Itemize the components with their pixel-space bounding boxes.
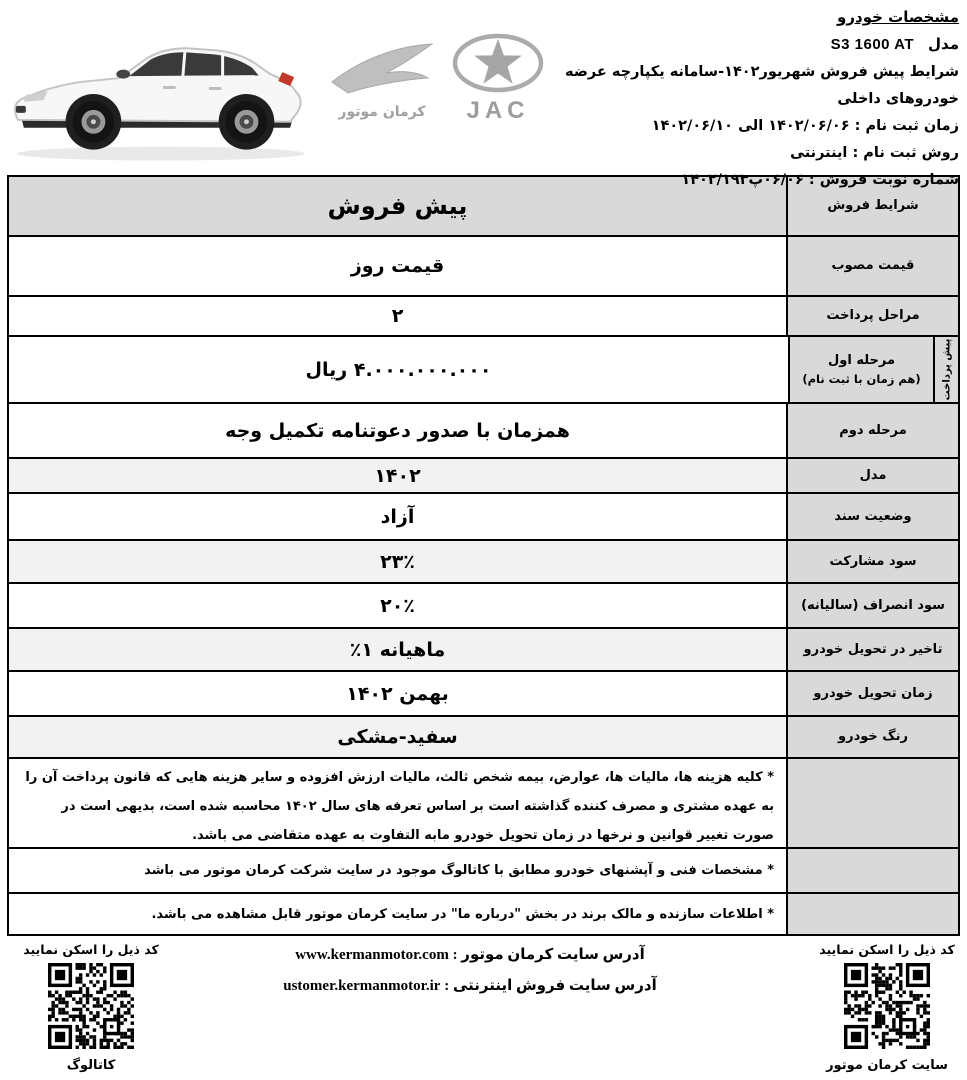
- registration-method-line: روش ثبت نام : اینترنتی: [790, 145, 959, 161]
- row-value: سفید-مشکی: [9, 717, 786, 757]
- row-value: ۲۳٪: [9, 541, 786, 582]
- row-approved-price: [9, 235, 958, 295]
- note-text: * اطلاعات سازنده و مالک برند در بخش "درباره ما" در سایت کرمان موتور قابل مشاهده می باشد.: [151, 906, 774, 922]
- row-partnership-profit: [9, 539, 958, 582]
- scan-hint: کد ذیل را اسکن نمایید: [819, 942, 955, 957]
- row-value: ۲۰٪: [380, 594, 415, 617]
- note-label-spacer: [786, 759, 958, 847]
- spec-table: [7, 175, 960, 936]
- row-delivery-delay-penalty: [9, 627, 958, 670]
- row-label: مرحله اول (هم زمان با ثبت نام): [788, 337, 933, 402]
- header-info: [514, 4, 959, 194]
- row-label: قیمت مصوب: [786, 237, 958, 295]
- row-model-year: [9, 457, 958, 492]
- website-address-line: آدرس سایت کرمان موتور : www.kermanmotor.com: [295, 947, 645, 963]
- row-delivery-time: [9, 670, 958, 715]
- row-label: سود انصراف (سالیانه): [786, 584, 958, 627]
- row-value: قیمت روز: [350, 255, 445, 277]
- site-addresses: [240, 940, 700, 1002]
- website-qr-code: [844, 963, 930, 1049]
- row-payment-stages: [9, 295, 958, 335]
- footer: [0, 936, 967, 1080]
- row-label-note: (هم زمان با ثبت نام): [802, 371, 921, 386]
- sale-conditions-line: شرایط پیش فروش شهریور۱۴۰۲-سامانه یکپارچه عرضه خودروهای داخلی: [565, 64, 959, 107]
- row-value: بهمن ۱۴۰۲: [346, 682, 449, 705]
- row-value: ۴.۰۰۰.۰۰۰.۰۰۰ ریال: [305, 358, 492, 381]
- row-document-status: [9, 492, 958, 539]
- registration-period-line: زمان ثبت نام : ۱۴۰۲/۰۶/۰۶ الی ۱۴۰۲/۰۶/۱۰: [651, 118, 959, 134]
- row-label: زمان تحویل خودرو: [786, 672, 958, 715]
- car-image: [2, 10, 320, 170]
- catalog-qr-code: [48, 963, 134, 1049]
- note-label-spacer: [786, 849, 958, 892]
- prepayment-side-label: پیش پرداخت: [933, 337, 958, 402]
- row-car-color: [9, 715, 958, 757]
- row-value: ۲: [391, 305, 404, 327]
- row-label: سود مشارکت: [786, 541, 958, 582]
- kerman-motor-wordmark: کرمان موتور: [338, 104, 426, 120]
- row-label: مرحله دوم: [786, 404, 958, 457]
- row-label: وضعیت سند: [786, 494, 958, 539]
- row-value: ٪۱ ماهیانه: [9, 629, 786, 670]
- note-row-specs-catalog: [9, 847, 958, 892]
- note-label-spacer: [786, 894, 958, 934]
- sale-turn-number-line: شماره نوبت فروش : ۰۶/۰۶پ۱۴۰۲/۱۹۳: [681, 172, 959, 188]
- page-title: مشخصات خودرو: [837, 8, 959, 26]
- model-value: S3 1600 AT: [830, 36, 915, 53]
- website-qr-caption: سایت کرمان موتور: [826, 1058, 948, 1073]
- row-value: ۱۴۰۲: [9, 459, 786, 492]
- note-row-costs: [9, 757, 958, 847]
- row-label: تاخیر در تحویل خودرو: [786, 629, 958, 670]
- catalog-qr-caption: کاتالوگ: [66, 1058, 116, 1073]
- note-row-manufacturer-info: [9, 892, 958, 934]
- row-stage-one: [9, 335, 958, 402]
- row-value: پیش فروش: [327, 192, 468, 220]
- catalog-qr-block: [6, 942, 176, 1073]
- scan-hint: کد ذیل را اسکن نمایید: [23, 942, 159, 957]
- row-value: همزمان با صدور دعوتنامه تکمیل وجه: [225, 419, 570, 442]
- row-label: مدل: [786, 459, 958, 492]
- row-label: مراحل پرداخت: [786, 297, 958, 335]
- website-qr-block: [802, 942, 967, 1073]
- note-text: * کلیه هزینه ها، مالیات ها، عوارض، بیمه شخص ثالث، مالیات ارزش افزوده و سایر هزینه هایی که قانون پرداخت آن را به عهده مشتری و مصرف کننده گذاشته است بر اساس تعرفه های سال ۱۴۰۲ محاسبه شده است، بدیهی است در صورت تغییر قوانین و نرخها در زمان تحویل خودرو مابه التفاوت به عهده متقاضی می باشد.: [25, 770, 774, 843]
- sales-site-address-line: آدرس سایت فروش اینترنتی : ustomer.kermanmotor.ir: [283, 978, 657, 994]
- row-withdrawal-profit: [9, 582, 958, 627]
- row-label: رنگ خودرو: [786, 717, 958, 757]
- jac-wordmark: JAC: [466, 97, 530, 124]
- model-line: [514, 30, 959, 59]
- header: [0, 0, 967, 188]
- row-label: شرایط فروش: [786, 177, 958, 235]
- note-text: * مشخصات فنی و آپشنهای خودرو مطابق با کاتالوگ موجود در سایت شرکت کرمان موتور می باشد: [144, 863, 774, 878]
- kerman-motor-logo: [326, 32, 438, 128]
- row-stage-two: [9, 402, 958, 457]
- row-value: آزاد: [380, 505, 415, 528]
- model-label: مدل: [928, 35, 959, 53]
